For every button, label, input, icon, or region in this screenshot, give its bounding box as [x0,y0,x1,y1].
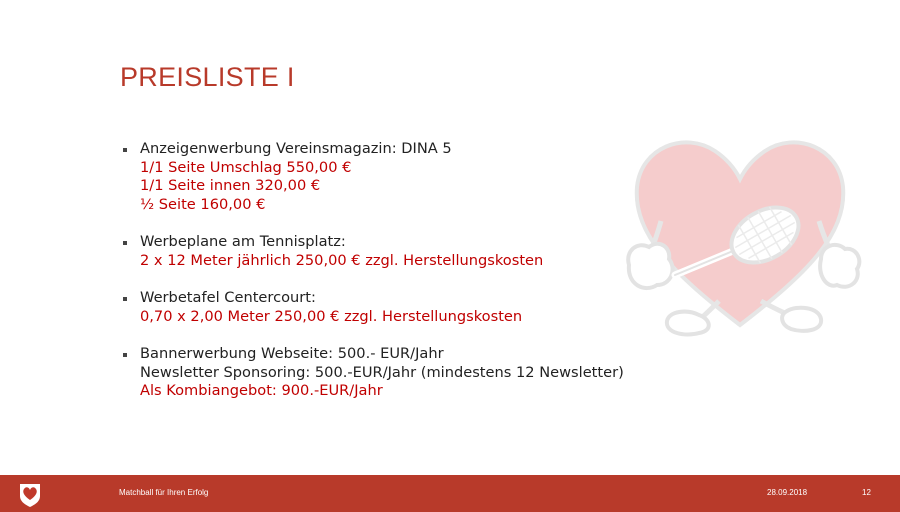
bullet-item-tarp [120,233,680,270]
page-number: 12 [862,488,871,497]
bullet-list [120,140,680,420]
bullet-line: 1/1 Seite Umschlag 550,00 € [140,158,352,176]
footer-bar [0,475,900,512]
bullet-line: Werbetafel Centercourt: [140,289,316,306]
bullet-line: Anzeigenwerbung Vereinsmagazin: DINA 5 [140,140,452,157]
bullet-item-magazine [120,140,680,214]
slide-title: PREISLISTE I [120,62,295,92]
heart-mascot-with-racket-icon [615,125,865,340]
bullet-line: Als Kombiangebot: 900.-EUR/Jahr [140,382,383,399]
bullet-line: Werbeplane am Tennisplatz: [140,233,346,250]
club-logo-icon [16,480,44,508]
bullet-line: 2 x 12 Meter jährlich 250,00 € zzgl. Herstellungskosten [140,251,544,269]
bullet-item-web [120,345,680,401]
bullet-line: Bannerwerbung Webseite: 500.- EUR/Jahr [140,345,444,362]
bullet-square-icon [123,297,127,301]
bullet-square-icon [123,241,127,245]
bullet-square-icon [123,148,127,152]
footer-caption: Matchball für Ihren Erfolg [119,488,209,497]
bullet-line: 0,70 x 2,00 Meter 250,00 € zzgl. Herstellungskosten [140,307,523,325]
bullet-line: 1/1 Seite innen 320,00 € [140,177,321,194]
bullet-line: ½ Seite 160,00 € [140,195,266,213]
footer-date: 28.09.2018 [767,488,808,497]
bullet-item-board [120,289,680,326]
bullet-square-icon [123,353,127,357]
bullet-line: Newsletter Sponsoring: 500.-EUR/Jahr (mindestens 12 Newsletter) [140,363,624,381]
